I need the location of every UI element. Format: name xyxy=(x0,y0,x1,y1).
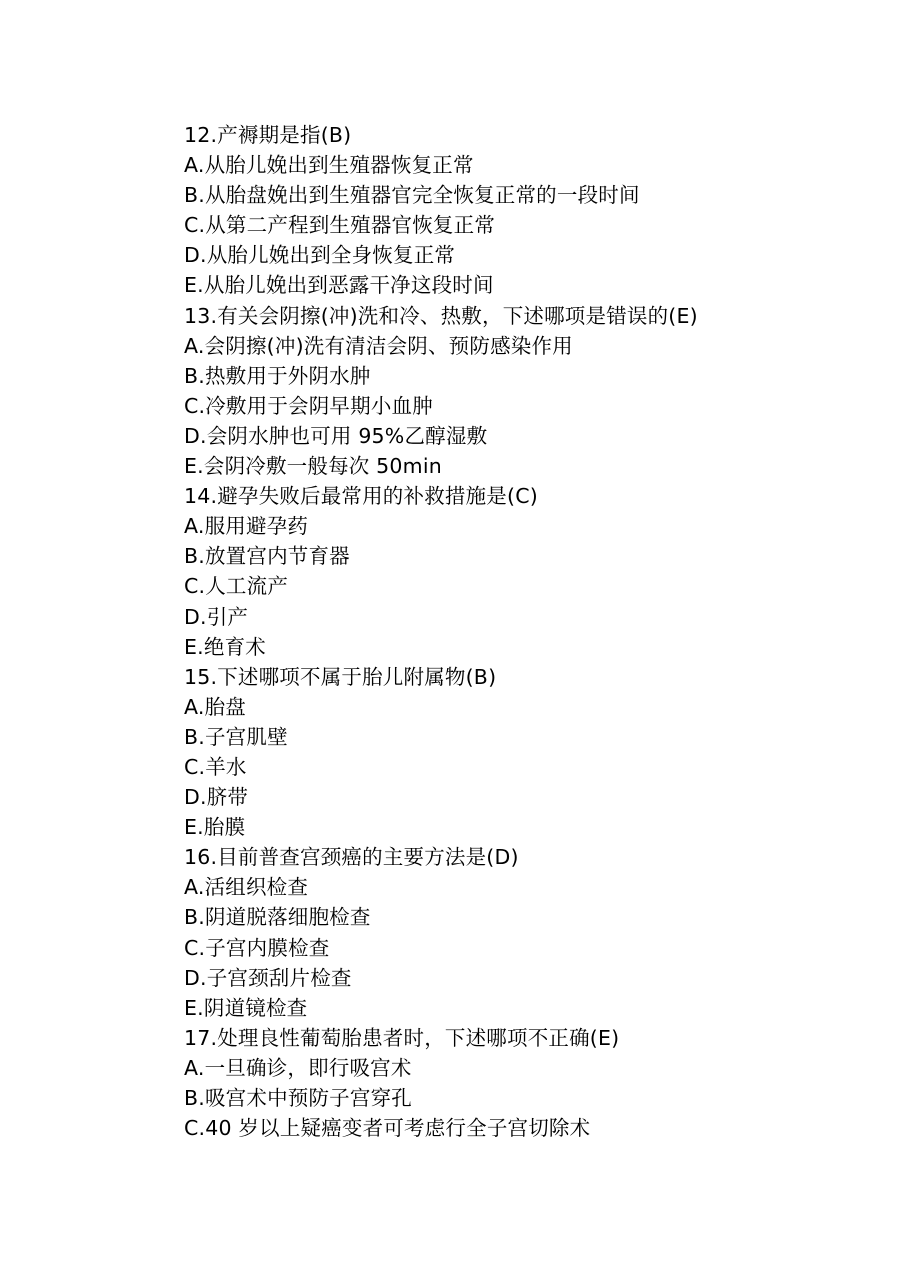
question-14-option-c: C.人工流产 xyxy=(184,574,289,599)
question-12-option-b: B.从胎盘娩出到生殖器官完全恢复正常的一段时间 xyxy=(184,183,640,208)
question-15-stem: 15.下述哪项不属于胎儿附属物(B) xyxy=(184,664,497,689)
question-17-option-c: C.40 岁以上疑癌变者可考虑行全子宫切除术 xyxy=(184,1116,591,1141)
question-13-option-e: E.会阴冷敷一般每次 50min xyxy=(184,454,442,479)
question-17-option-b: B.吸宫术中预防子宫穿孔 xyxy=(184,1086,412,1110)
question-13-stem: 13.有关会阴擦(冲)洗和冷、热敷，下述哪项是错误的(E) xyxy=(184,303,698,328)
question-12-option-d: D.从胎儿娩出到全身恢复正常 xyxy=(184,243,456,268)
question-16-option-b: B.阴道脱落细胞检查 xyxy=(184,905,371,930)
question-14-stem: 14.避孕失败后最常用的补救措施是(C) xyxy=(184,484,538,509)
question-15-option-c: C.羊水 xyxy=(184,754,247,779)
question-13-option-a: A.会阴擦(冲)洗有清洁会阴、预防感染作用 xyxy=(184,333,573,358)
question-15-option-e: E.胎膜 xyxy=(184,815,246,840)
question-12-option-a: A.从胎儿娩出到生殖器恢复正常 xyxy=(184,153,474,178)
question-16-option-e: E.阴道镜检查 xyxy=(184,995,308,1020)
question-12-stem: 12.产褥期是指(B) xyxy=(184,123,352,147)
question-15-option-a: A.胎盘 xyxy=(184,694,246,719)
question-16-option-d: D.子宫颈刮片检查 xyxy=(184,965,352,990)
question-17-stem: 17.处理良性葡萄胎患者时，下述哪项不正确(E) xyxy=(184,1025,620,1050)
question-14-option-e: E.绝育术 xyxy=(184,634,266,659)
question-15-option-d: D.脐带 xyxy=(184,785,249,810)
question-12-option-e: E.从胎儿娩出到恶露干净这段时间 xyxy=(184,273,494,298)
question-14-option-d: D.引产 xyxy=(184,604,249,629)
question-13-option-d: D.会阴水肿也可用 95%乙醇湿敷 xyxy=(184,423,488,448)
question-12-option-c: C.从第二产程到生殖器官恢复正常 xyxy=(184,213,496,238)
question-15-option-b: B.子宫肌壁 xyxy=(184,724,288,749)
question-text-block xyxy=(184,120,864,1143)
question-17-option-a: A.一旦确诊，即行吸宫术 xyxy=(184,1055,412,1080)
question-13-option-b: B.热敷用于外阴水肿 xyxy=(184,363,371,388)
question-16-option-a: A.活组织检查 xyxy=(184,875,309,900)
question-16-option-c: C.子宫内膜检查 xyxy=(184,935,330,960)
question-16-stem: 16.目前普查宫颈癌的主要方法是(D) xyxy=(184,845,519,870)
question-14-option-a: A.服用避孕药 xyxy=(184,514,309,539)
question-14-option-b: B.放置宫内节育器 xyxy=(184,544,350,569)
question-13-option-c: C.冷敷用于会阴早期小血肿 xyxy=(184,393,433,418)
